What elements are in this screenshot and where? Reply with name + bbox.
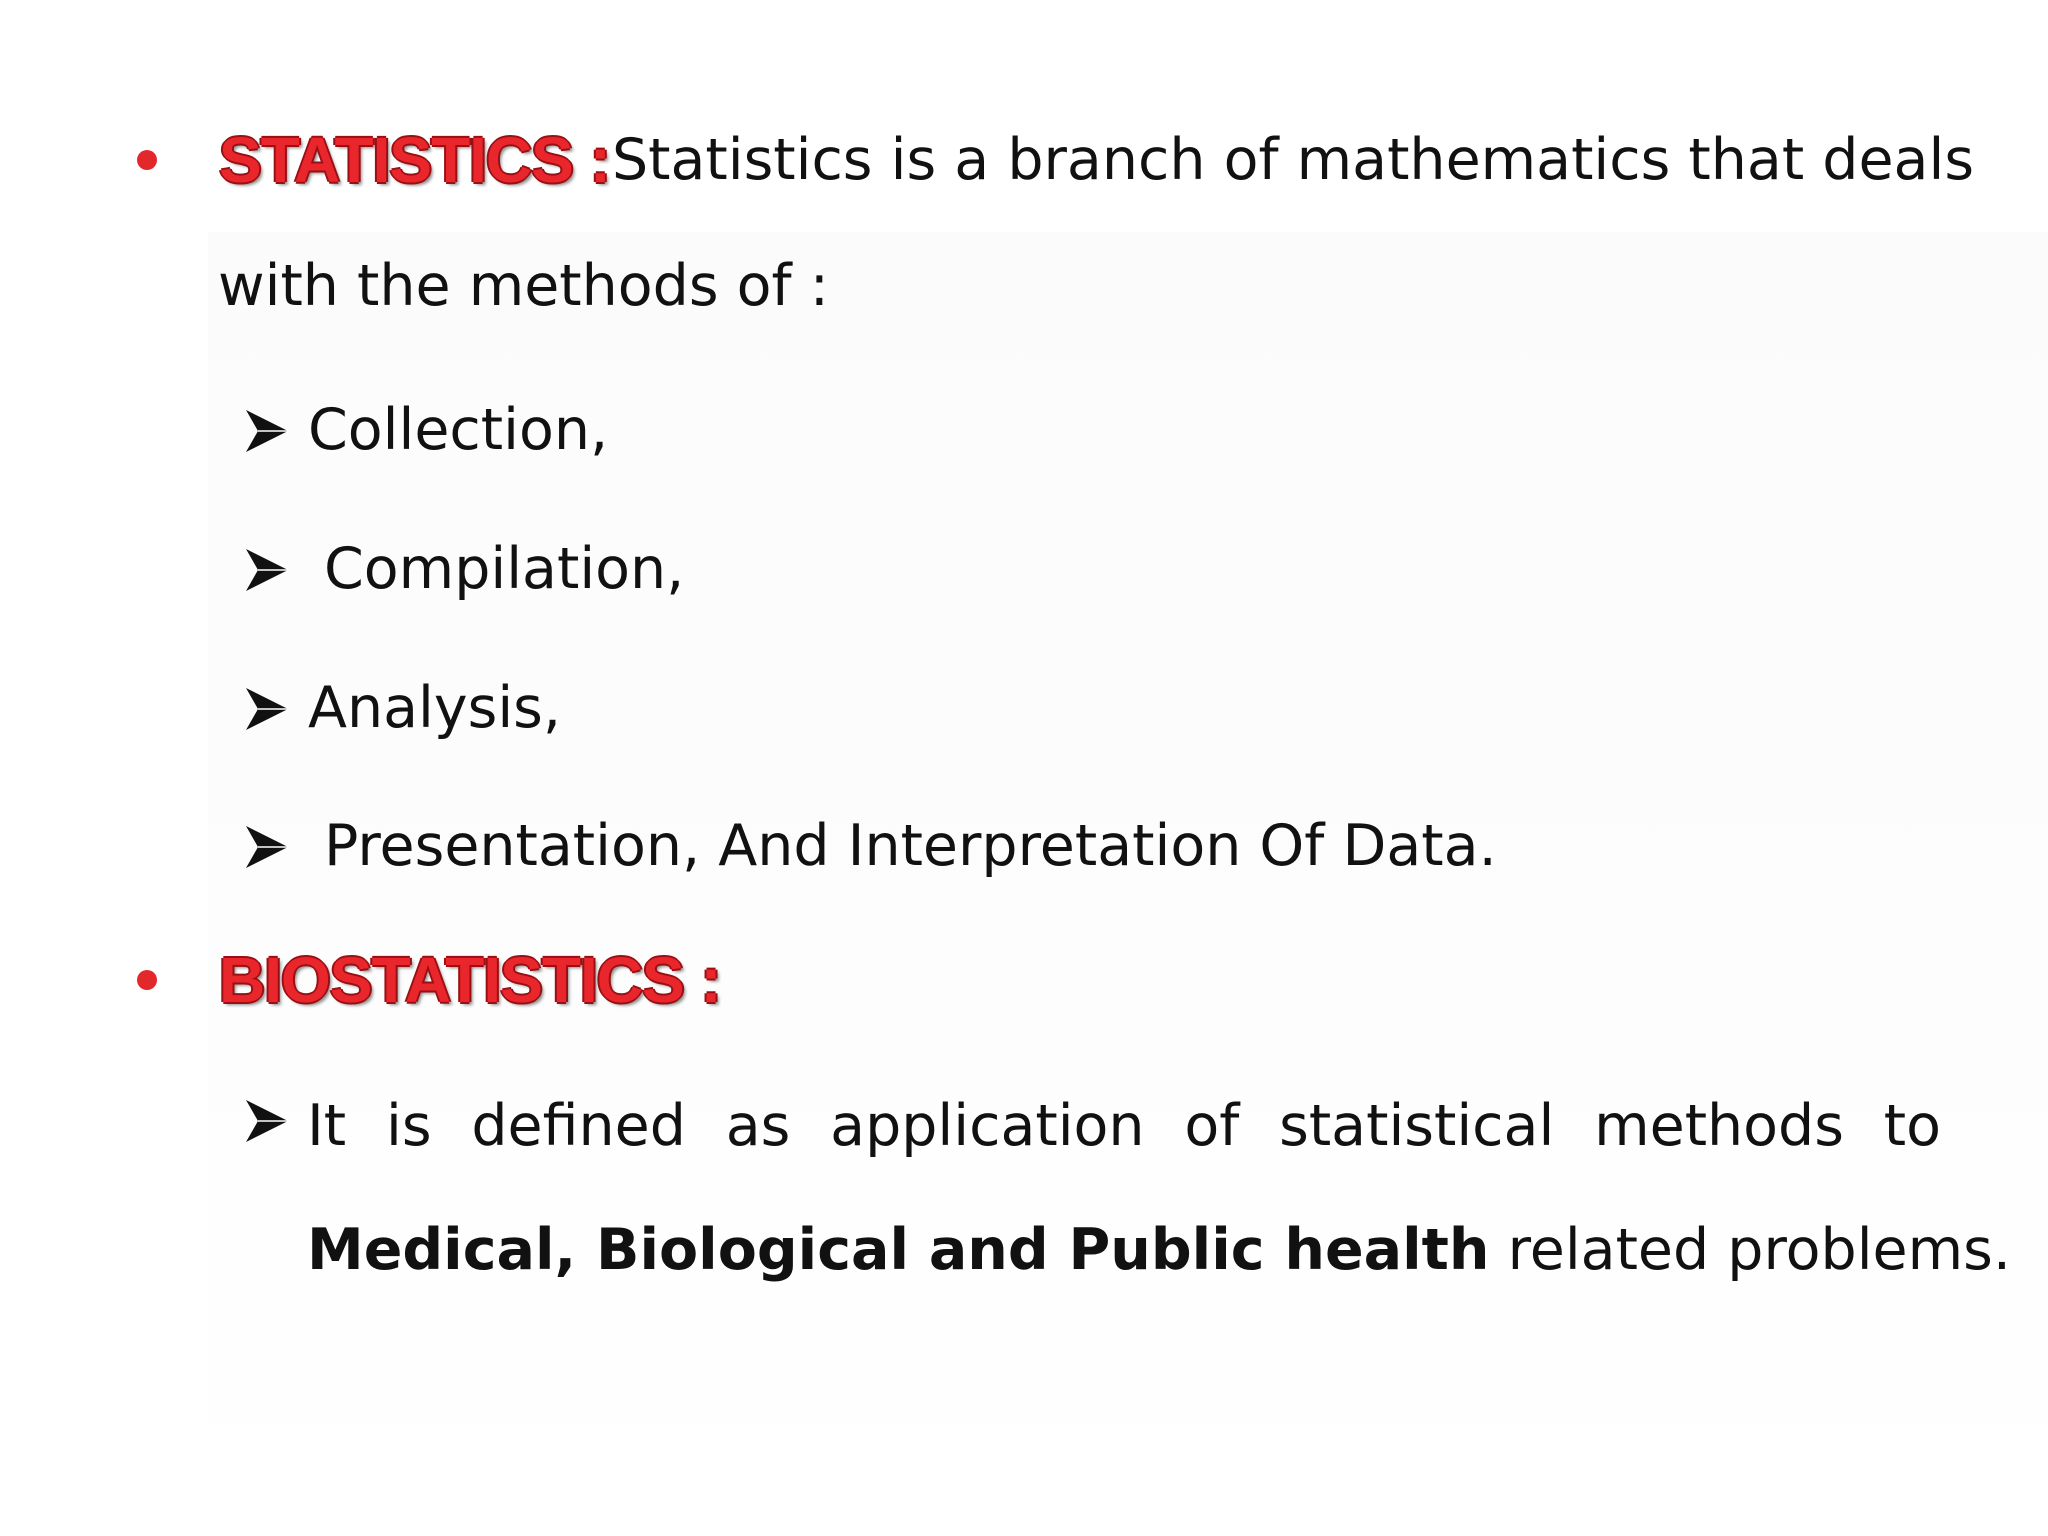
- definition-bold-fields: Medical, Biological and Public health: [307, 1217, 1490, 1283]
- arrowhead-bullet-icon: [244, 408, 290, 454]
- definition-word: application: [830, 1093, 1145, 1159]
- list-item: [244, 397, 609, 463]
- list-item: [244, 813, 1497, 879]
- biostatistics-heading: BIOSTATISTICS :: [219, 944, 721, 1016]
- statistics-heading: STATISTICS :: [219, 124, 610, 196]
- definition-rest: related problems.: [1489, 1217, 2011, 1283]
- definition-word: methods: [1594, 1093, 1844, 1159]
- definition-word: as: [725, 1093, 791, 1159]
- statistics-definition-line1: Statistics is a branch of mathematics that deals: [611, 126, 1975, 193]
- round-bullet-icon: [137, 970, 157, 990]
- statistics-definition-line2: with the methods of :: [218, 253, 829, 319]
- arrowhead-bullet-icon: [244, 686, 290, 732]
- list-item: [244, 1098, 308, 1144]
- arrowhead-bullet-icon: [244, 1098, 290, 1144]
- arrowhead-bullet-icon: [244, 824, 290, 870]
- arrowhead-bullet-icon: [244, 547, 290, 593]
- definition-word: statistical: [1279, 1093, 1555, 1159]
- round-bullet-icon: [137, 150, 157, 170]
- definition-word: of: [1184, 1093, 1240, 1159]
- list-item: [244, 675, 561, 741]
- definition-word: to: [1883, 1093, 1941, 1159]
- definition-word: defined: [471, 1093, 686, 1159]
- biostatistics-definition-line2: [307, 1217, 2011, 1283]
- method-compilation: Compilation,: [324, 536, 685, 602]
- biostatistics-definition-line1: [307, 1093, 1941, 1159]
- biostatistics-bullet-row: [137, 944, 721, 1016]
- method-collection: Collection,: [308, 397, 609, 463]
- statistics-bullet-row: [137, 124, 1975, 196]
- method-analysis: Analysis,: [308, 675, 561, 741]
- method-presentation: Presentation, And Interpretation Of Data.: [324, 813, 1497, 879]
- list-item: [244, 536, 685, 602]
- definition-word: is: [385, 1093, 432, 1159]
- definition-word: It: [307, 1093, 347, 1159]
